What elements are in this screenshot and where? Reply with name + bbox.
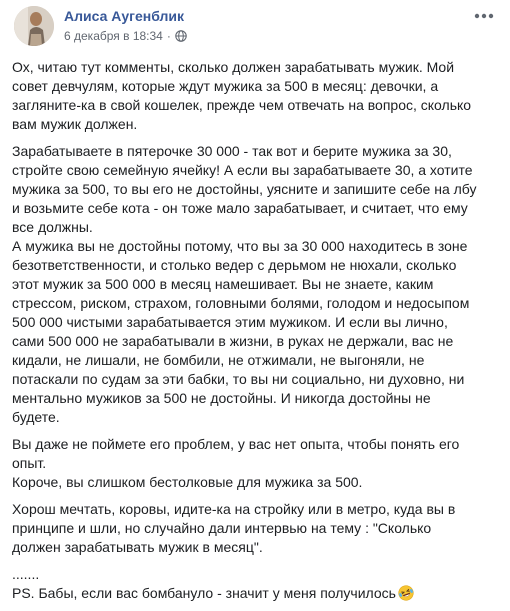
post-text-line-content: опыт. <box>12 455 47 471</box>
meta-separator: · <box>166 29 171 43</box>
post-text-line-content: 500 000 чистыми зарабатывается этим мужиком. И если вы лично, <box>12 314 448 330</box>
post-text-line-content: будете. <box>12 409 60 425</box>
post-text-line-content: все должны. <box>12 219 93 235</box>
author-name-link[interactable]: Алиса Аугенблик <box>64 8 185 24</box>
post-text-line <box>12 500 498 519</box>
post-text-line-content: загляните-ка в свой кошелек, прежде чем отвечать на вопрос, сколько <box>12 97 472 113</box>
post-text-line <box>12 77 498 96</box>
post-text-line-content: Хорош мечтать, коровы, идите-ка на стройку или в метро, куда вы в <box>12 501 456 517</box>
avatar-photo-icon <box>14 6 54 46</box>
post-text-line-content: потаскали по судам за эти бабки, то вы ни социально, ни духовно, ни <box>12 371 465 387</box>
post-text-line <box>12 256 498 275</box>
post-meta <box>64 29 187 43</box>
post-text-line <box>12 370 498 389</box>
post-text-line-content: ....... <box>12 566 40 582</box>
globe-icon[interactable] <box>175 30 187 42</box>
post-text-line <box>12 275 498 294</box>
post-text-line-content: мужика за 500, то вы его не достойны, уясните и запишите себе на лбу <box>12 181 477 197</box>
post-text-line <box>12 180 498 199</box>
post-text <box>12 58 498 611</box>
post-text-line <box>12 408 498 427</box>
post-text-line-content: Короче, вы слишком бестолковые для мужика за 500. <box>12 474 363 490</box>
post-text-line <box>12 584 498 603</box>
more-options-icon <box>474 13 494 19</box>
post-text-line-content: ментально мужиков за 500 не достойны. И никогда достойны не <box>12 390 431 406</box>
post-text-line-content: принципе и шли, но случайно дали интервью на тему : "Сколько <box>12 520 432 536</box>
post-text-line-content: А мужика вы не достойны потому, что вы за 30 000 находитесь в зоне <box>12 238 468 254</box>
post-text-line <box>12 142 498 161</box>
author-avatar[interactable] <box>14 6 54 46</box>
post-text-line <box>12 565 498 584</box>
post-text-line-content: сами 500 000 не зарабатывали в жизни, в руках не держали, вас не <box>12 333 454 349</box>
post-text-line <box>12 454 498 473</box>
post-text-line-content: и возьмите себе кота - он тоже мало зарабатывает, и считает, что ему <box>12 200 468 216</box>
post-paragraph <box>12 565 498 603</box>
post-text-line-content: вам мужик должен. <box>12 116 138 132</box>
post-paragraph <box>12 58 498 134</box>
post-text-line-content: должен зарабатывать мужик в месяц". <box>12 539 263 555</box>
post-paragraph <box>12 142 498 427</box>
post-text-line <box>12 519 498 538</box>
post-text-line <box>12 332 498 351</box>
post-paragraph <box>12 500 498 557</box>
post-text-line-content: Зарабатываете в пятерочке 30 000 - так вот и берите мужика за 30, <box>12 143 452 159</box>
post-text-line <box>12 199 498 218</box>
post-text-line <box>12 115 498 134</box>
post-text-line <box>12 538 498 557</box>
post-text-line <box>12 473 498 492</box>
post-text-line-content: безответственности, и столько ведер с дерьмом не нюхали, сколько <box>12 257 457 273</box>
post-text-line <box>12 313 498 332</box>
post-text-line-content: Вы даже не поймете его проблем, у вас нет опыта, чтобы понять его <box>12 436 460 452</box>
post-text-line <box>12 389 498 408</box>
post-text-line-content: совет девчулям, которые ждут мужика за 500 в месяц: девочки, а <box>12 78 439 94</box>
post-text-line-content: PS. Бабы, если вас бомбануло - значит у меня получилось <box>12 585 396 601</box>
post-text-line <box>12 294 498 313</box>
post-text-line <box>12 435 498 454</box>
post-text-line-content: этот мужик за 500 000 в месяц намешивает. Вы не знаете, каким <box>12 276 434 292</box>
post-text-line <box>12 351 498 370</box>
post-text-line-content: стрессом, риском, страхом, головными болями, голодом и недосыпом <box>12 295 470 311</box>
post-options-button[interactable] <box>472 6 496 26</box>
post-text-line-content: Ох, читаю тут комменты, сколько должен зарабатывать мужик. Мой <box>12 59 455 75</box>
post-text-line <box>12 237 498 256</box>
post-text-line <box>12 96 498 115</box>
post-text-line-content: кидали, не лишали, не бомбили, не отжимали, не выгоняли, не <box>12 352 425 368</box>
post-text-line-content: стройте свою семейную ячейку! А если вы зарабатываете 30, а хотите <box>12 162 473 178</box>
post-text-line <box>12 161 498 180</box>
rolling-on-floor-laughing-emoji-icon <box>398 585 414 601</box>
post-paragraph <box>12 435 498 492</box>
post-text-line <box>12 218 498 237</box>
post-text-line <box>12 58 498 77</box>
post-timestamp[interactable]: 6 декабря в 18:34 <box>64 29 163 43</box>
post-header <box>0 0 510 56</box>
